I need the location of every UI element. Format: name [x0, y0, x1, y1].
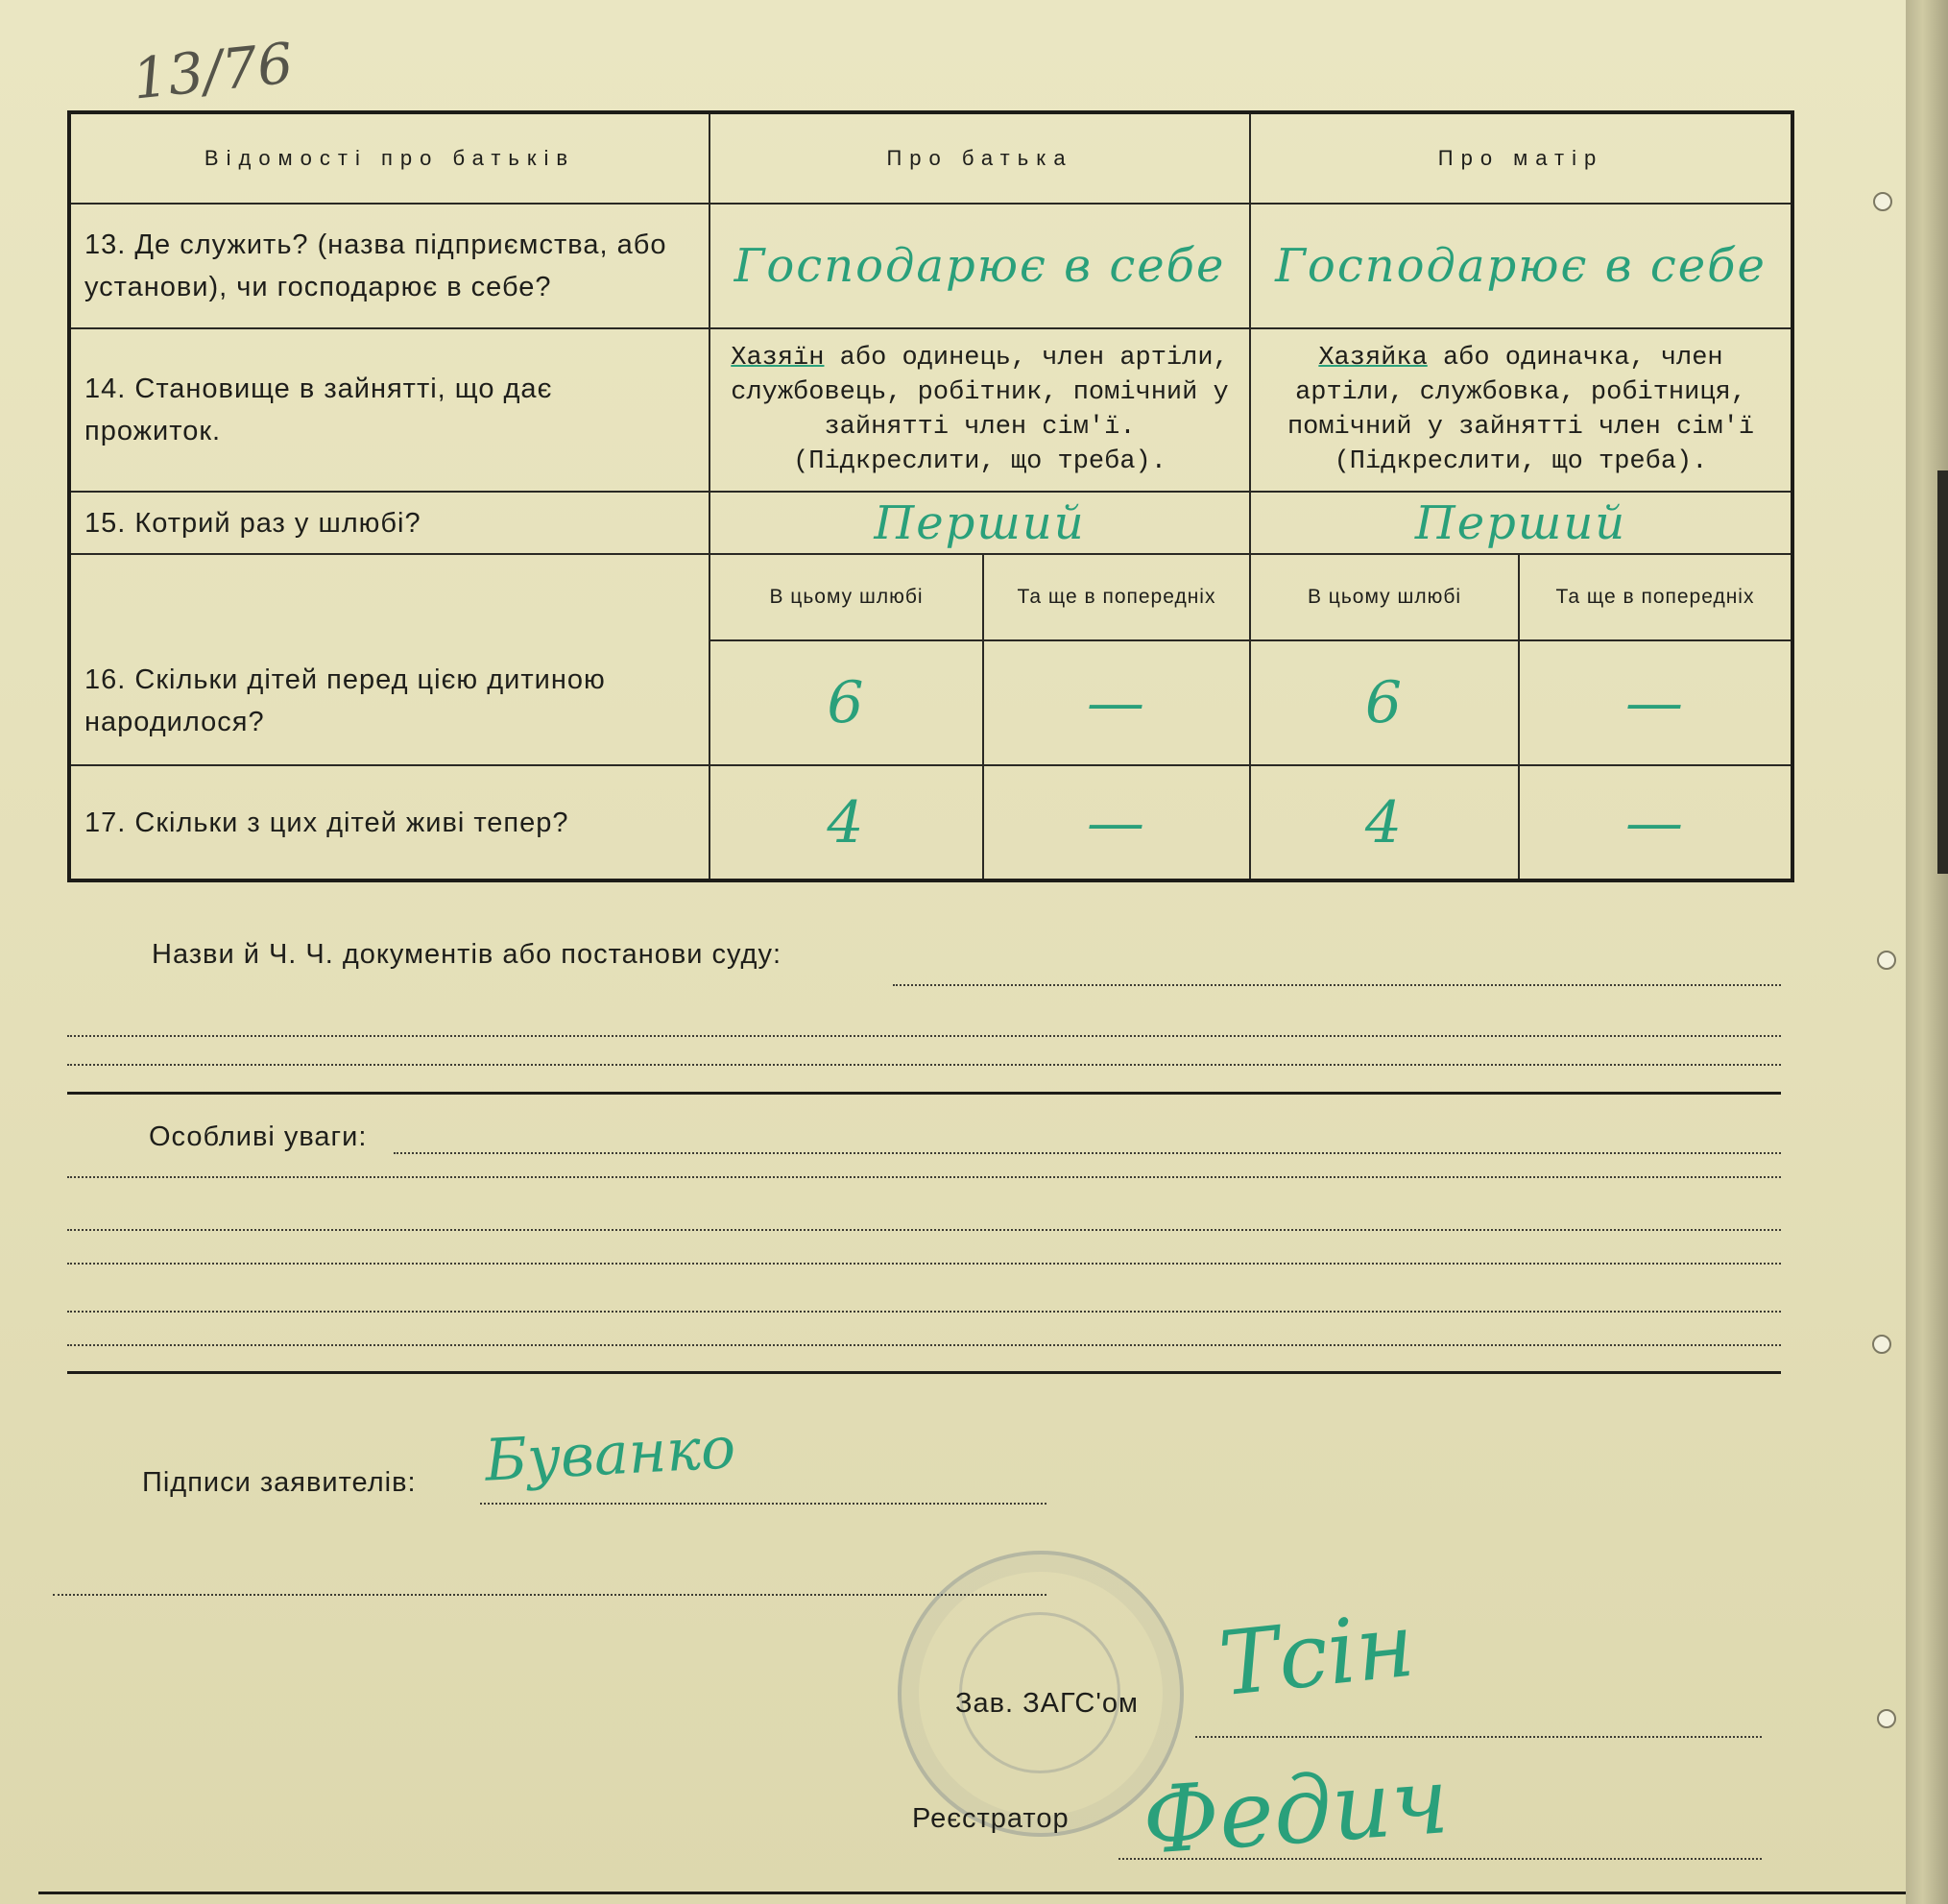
remarks-line — [67, 1344, 1781, 1346]
head-label: Зав. ЗАГС'ом — [955, 1688, 1139, 1719]
q14-mother-other-options: або одиначка, член артіли, службовка, робітниця, помічний у зайнятті член сім'ї — [1287, 344, 1755, 442]
q13-father-answer: Господарює в себе — [709, 204, 1250, 328]
subheader-father-this: В цьому шлюбі — [709, 554, 983, 640]
section-divider — [67, 1371, 1781, 1374]
table-header-row — [69, 112, 1792, 204]
row-q15 — [69, 492, 1792, 554]
subheader-mother-this: В цьому шлюбі — [1250, 554, 1519, 640]
q14-father-other-options: або одинець, член артіли, службовець, робітник, помічний у зайнятті член сім'ї. — [731, 344, 1229, 442]
q16-mother-previous: — — [1519, 640, 1792, 765]
q15-mother-answer: Перший — [1250, 492, 1792, 554]
q14-father-selected: Хазяїн — [731, 344, 825, 373]
q16-label: 16. Скільки дітей перед цією дитиною народилося? — [69, 554, 709, 765]
documents-line — [67, 1064, 1781, 1066]
row-q14 — [69, 328, 1792, 492]
registrar-label: Реєстратор — [912, 1803, 1070, 1834]
q17-father-this: 4 — [709, 765, 983, 880]
header-father: Про батька — [709, 112, 1250, 204]
remarks-line — [67, 1311, 1781, 1313]
q17-label: 17. Скільки з цих дітей живі тепер? — [69, 765, 709, 880]
q14-mother-options — [1250, 328, 1792, 492]
q14-mother-note: (Підкреслити, що треба). — [1334, 447, 1708, 476]
remarks-line — [67, 1176, 1781, 1178]
q13-label: 13. Де служить? (назва підприємства, або установи), чи господарює в себе? — [69, 204, 709, 328]
binding-edge — [1906, 0, 1948, 1904]
remarks-line — [67, 1229, 1781, 1231]
q14-father-options — [709, 328, 1250, 492]
q16-mother-this: 6 — [1250, 640, 1519, 765]
remarks-line — [67, 1263, 1781, 1265]
punch-hole — [1873, 192, 1892, 211]
subheader-father-previous: Та ще в попередніх — [983, 554, 1250, 640]
section-divider — [67, 1092, 1781, 1095]
q14-label: 14. Становище в зайнятті, що дає прожиток. — [69, 328, 709, 492]
q17-father-previous: — — [983, 765, 1250, 880]
head-signature: Тсін — [1214, 1593, 1419, 1717]
bottom-rule — [38, 1892, 1906, 1894]
punch-hole — [1877, 951, 1896, 970]
applicants-line — [53, 1594, 1046, 1596]
q14-mother-selected: Хазяйка — [1318, 344, 1428, 373]
archive-number: 13/76 — [129, 30, 297, 112]
punch-hole — [1877, 1709, 1896, 1728]
punch-hole — [1872, 1335, 1891, 1354]
q14-father-note: (Підкреслити, що треба). — [793, 447, 1166, 476]
applicants-signature-line — [480, 1503, 1046, 1505]
row-subheaders — [69, 554, 1792, 640]
q15-father-answer: Перший — [709, 492, 1250, 554]
row-q17 — [69, 765, 1792, 880]
q13-mother-answer: Господарює в себе — [1250, 204, 1792, 328]
remarks-label: Особливі уваги: — [149, 1121, 368, 1152]
q15-label: 15. Котрий раз у шлюбі? — [69, 492, 709, 554]
header-mother: Про матір — [1250, 112, 1792, 204]
binding-spine — [1937, 470, 1948, 874]
subheader-mother-previous: Та ще в попередніх — [1519, 554, 1792, 640]
q16-father-this: 6 — [709, 640, 983, 765]
q17-mother-previous: — — [1519, 765, 1792, 880]
parents-info-table — [67, 110, 1794, 882]
documents-label: Назви й Ч. Ч. документів або постанови суду: — [152, 939, 782, 970]
header-question: Відомості про батьків — [69, 112, 709, 204]
registrar-signature: Федич — [1139, 1747, 1453, 1875]
q16-father-previous: — — [983, 640, 1250, 765]
documents-line — [67, 1035, 1781, 1037]
row-q13 — [69, 204, 1792, 328]
q17-mother-this: 4 — [1250, 765, 1519, 880]
head-signature-line — [1195, 1736, 1762, 1738]
applicants-label: Підписи заявителів: — [142, 1467, 417, 1498]
applicant-signature: Буванко — [483, 1414, 737, 1495]
remarks-line — [394, 1152, 1781, 1154]
documents-line — [893, 984, 1781, 986]
